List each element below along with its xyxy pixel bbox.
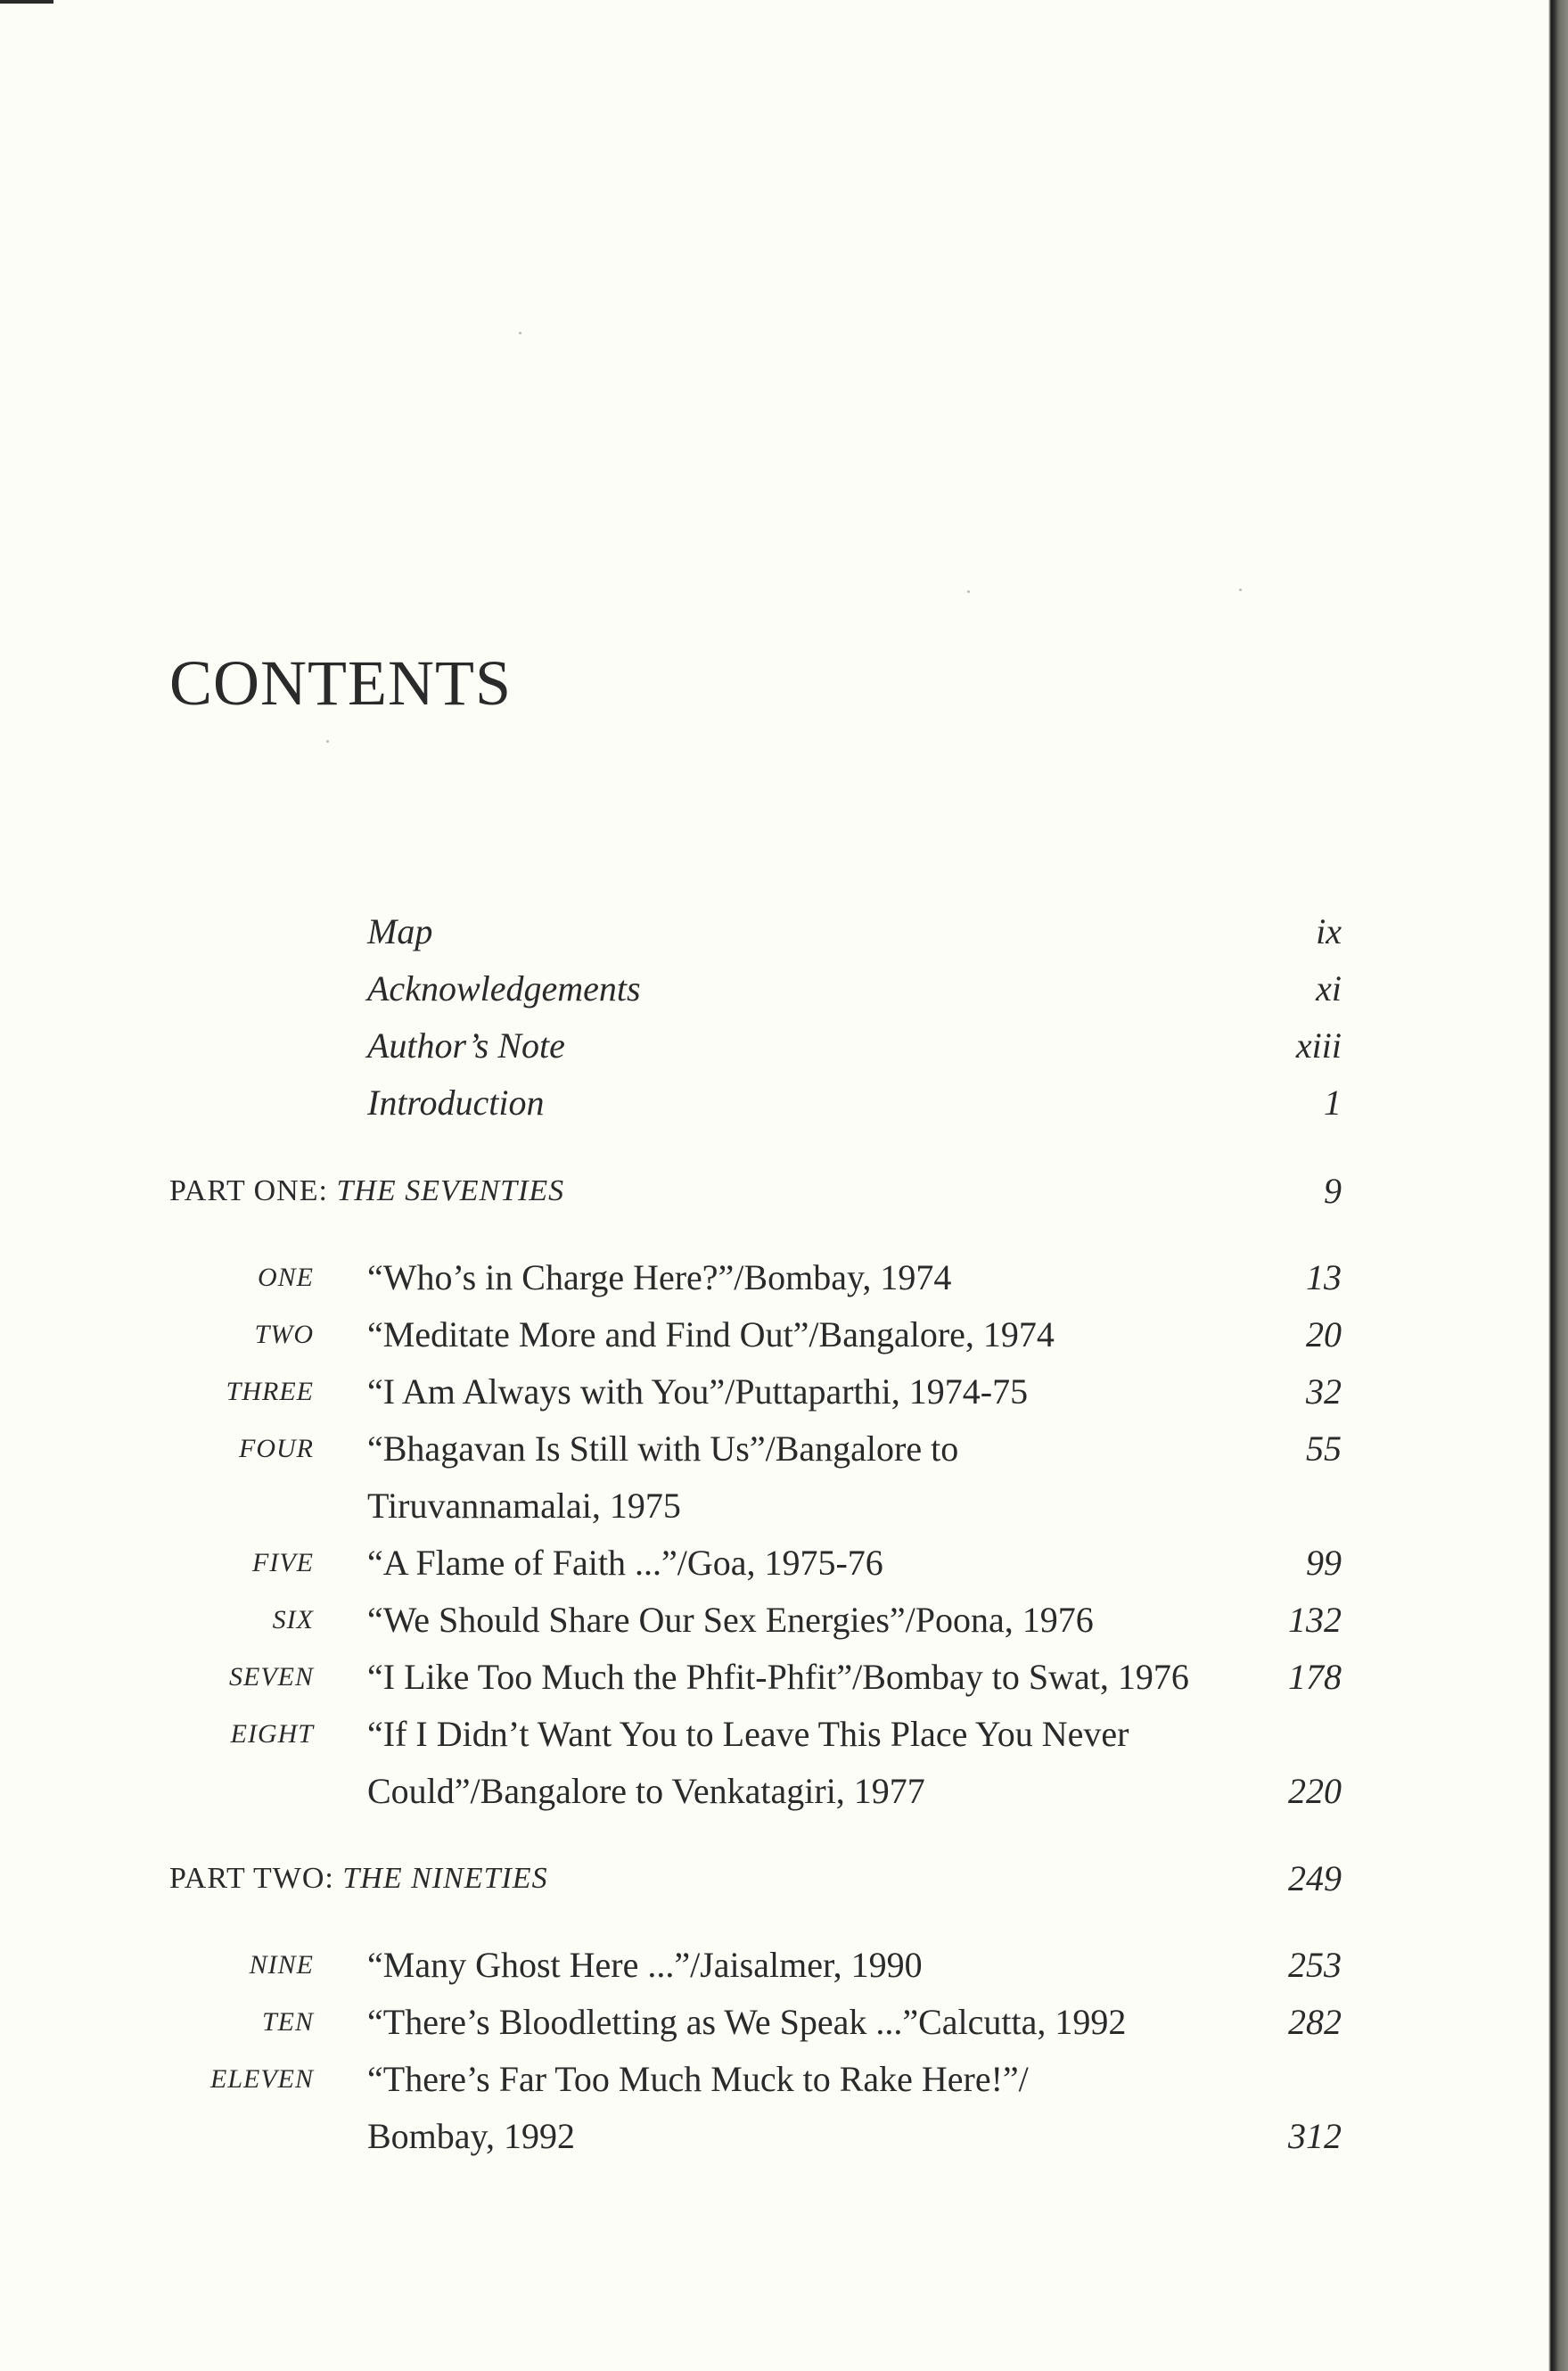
scan-speck	[967, 590, 970, 593]
page-binding-edge	[1548, 0, 1568, 2371]
part-heading	[169, 1165, 564, 1218]
toc-chapter-three[interactable]	[169, 1365, 1342, 1419]
toc-part-one[interactable]	[169, 1165, 1342, 1218]
chapter-number: SIX	[272, 1605, 314, 1634]
entry-title: Author’s Note	[367, 1025, 565, 1066]
chapter-title: “A Flame of Faith ...”/Goa, 1975-76	[367, 1543, 883, 1583]
chapter-number: THREE	[226, 1377, 314, 1406]
toc-chapter-six[interactable]	[169, 1593, 1342, 1647]
toc-entry-authors-note[interactable]	[169, 1019, 1342, 1073]
chapter-number: ELEVEN	[210, 2064, 314, 2094]
toc-chapter-eight-continued[interactable]	[169, 1765, 1342, 1818]
part-label: PART ONE:	[169, 1174, 328, 1207]
scan-speck	[326, 740, 329, 743]
entry-page: 249	[1288, 1858, 1342, 1898]
entry-page: xi	[1316, 968, 1342, 1008]
entry-title: Introduction	[367, 1083, 545, 1123]
entry-page: 1	[1324, 1083, 1342, 1123]
chapter-title: “Many Ghost Here ...”/Jaisalmer, 1990	[367, 1945, 923, 1985]
chapter-title-continued: Tiruvannamalai, 1975	[367, 1486, 681, 1526]
toc-entry-introduction[interactable]	[169, 1076, 1342, 1130]
entry-page: 55	[1306, 1428, 1342, 1469]
page-title: CONTENTS	[169, 647, 512, 719]
entry-page: ix	[1316, 911, 1342, 951]
toc-chapter-four-continued[interactable]	[169, 1479, 1342, 1533]
toc-chapter-eleven[interactable]	[169, 2053, 1342, 2106]
part-heading	[169, 1852, 548, 1906]
chapter-title: “Who’s in Charge Here?”/Bombay, 1974	[367, 1257, 952, 1297]
entry-page: 178	[1288, 1657, 1342, 1697]
toc-chapter-eleven-continued[interactable]	[169, 2110, 1342, 2163]
chapter-title-continued: Could”/Bangalore to Venkatagiri, 1977	[367, 1771, 925, 1811]
toc-chapter-two[interactable]	[169, 1308, 1342, 1362]
chapter-title: “I Am Always with You”/Puttaparthi, 1974-75	[367, 1371, 1029, 1412]
toc-chapter-nine[interactable]	[169, 1939, 1342, 1992]
chapter-title: “Meditate More and Find Out”/Bangalore, 1974	[367, 1314, 1055, 1354]
chapter-number: NINE	[249, 1950, 314, 1980]
entry-page: 13	[1306, 1257, 1342, 1297]
chapter-number: TEN	[261, 2007, 314, 2037]
toc-chapter-one[interactable]	[169, 1251, 1342, 1305]
entry-page: 312	[1288, 2116, 1342, 2156]
chapter-title: “There’s Bloodletting as We Speak ...”Calcutta, 1992	[367, 2002, 1127, 2042]
entry-page: 132	[1288, 1600, 1342, 1640]
part-label: PART TWO:	[169, 1862, 334, 1895]
toc-chapter-eight[interactable]	[169, 1708, 1342, 1761]
entry-page: 253	[1288, 1945, 1342, 1985]
chapter-title: “There’s Far Too Much Muck to Rake Here!”/	[367, 2059, 1029, 2099]
chapter-number: FIVE	[252, 1548, 314, 1577]
toc-chapter-five[interactable]	[169, 1536, 1342, 1590]
part-subtitle: THE SEVENTIES	[336, 1174, 565, 1207]
chapter-title: “Bhagavan Is Still with Us”/Bangalore to	[367, 1428, 959, 1469]
entry-page: xiii	[1295, 1025, 1342, 1066]
chapter-title: “We Should Share Our Sex Energies”/Poona, 1976	[367, 1600, 1094, 1640]
chapter-number: FOUR	[239, 1434, 314, 1463]
toc-chapter-ten[interactable]	[169, 1996, 1342, 2049]
entry-title: Acknowledgements	[367, 968, 641, 1008]
scan-speck	[519, 332, 521, 334]
entry-page: 220	[1288, 1771, 1342, 1811]
toc-entry-acknowledgements[interactable]	[169, 962, 1342, 1016]
chapter-title: “I Like Too Much the Phfit-Phfit”/Bombay to Swat, 1976	[367, 1657, 1189, 1697]
toc-chapter-four[interactable]	[169, 1422, 1342, 1476]
toc-part-two[interactable]	[169, 1852, 1342, 1906]
chapter-number: SEVEN	[229, 1662, 314, 1692]
entry-page: 32	[1306, 1371, 1342, 1412]
page-edge-top	[0, 0, 53, 4]
scan-speck	[1239, 589, 1242, 591]
entry-page: 9	[1324, 1171, 1342, 1211]
chapter-number: ONE	[258, 1263, 314, 1292]
chapter-title-continued: Bombay, 1992	[367, 2116, 575, 2156]
entry-page: 20	[1306, 1314, 1342, 1354]
chapter-number: EIGHT	[230, 1719, 314, 1749]
entry-page: 282	[1288, 2002, 1342, 2042]
part-subtitle: THE NINETIES	[342, 1862, 548, 1895]
toc-chapter-seven[interactable]	[169, 1651, 1342, 1704]
chapter-number: TWO	[254, 1320, 314, 1349]
entry-title: Map	[367, 911, 433, 951]
chapter-title: “If I Didn’t Want You to Leave This Place You Never	[367, 1714, 1129, 1754]
toc-entry-map[interactable]	[169, 905, 1342, 959]
entry-page: 99	[1306, 1543, 1342, 1583]
